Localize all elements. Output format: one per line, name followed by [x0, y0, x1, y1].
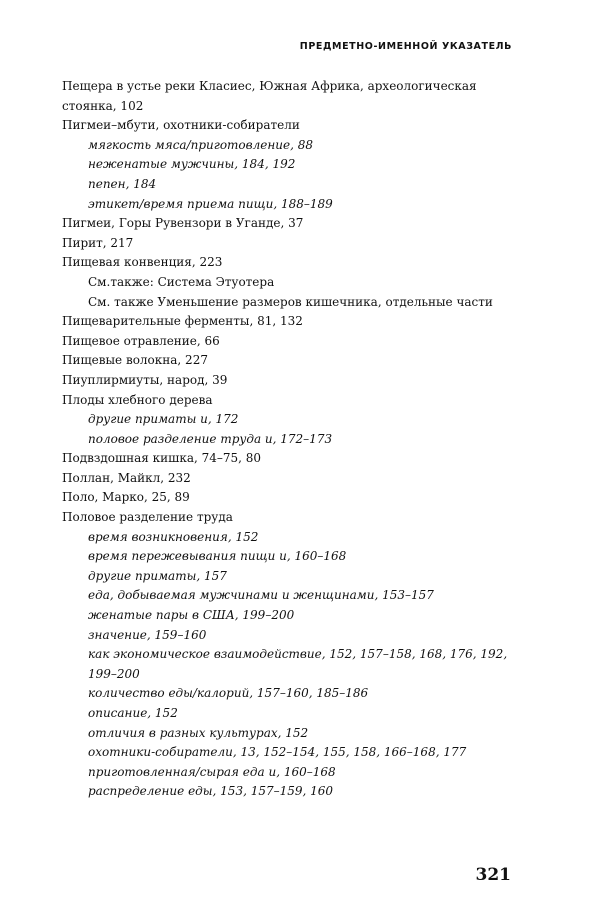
index-subentry: время возникновения, 152 — [88, 529, 259, 544]
index-see-also: См. также Уменьшение размеров кишечника, отдельные части — [88, 294, 493, 309]
index-entry: Пищевое отравление, 66 — [62, 333, 220, 348]
index-subentry: значение, 159–160 — [88, 627, 207, 642]
index-subentry: этикет/время приема пищи, 188–189 — [88, 196, 333, 211]
index-subentry: отличия в разных культурах, 152 — [88, 725, 309, 740]
index-entry: Плоды хлебного дерева — [62, 392, 213, 407]
index-subentry: пепен, 184 — [88, 176, 157, 191]
index-subentry: половое разделение труда и, 172–173 — [88, 431, 333, 446]
index-entry: Пирит, 217 — [62, 235, 134, 250]
index-subentry: другие приматы и, 172 — [88, 412, 239, 427]
index-subentry: приготовленная/сырая еда и, 160–168 — [88, 764, 336, 779]
index-subentry: распределение еды, 153, 157–159, 160 — [88, 784, 334, 799]
index-entry: Подвздошная кишка, 74–75, 80 — [62, 451, 262, 466]
index-subentry: еда, добываемая мужчинами и женщинами, 153–157 — [88, 588, 434, 603]
index-subentry: мягкость мяса/приготовление, 88 — [88, 137, 313, 152]
index-entry: Пигмеи, Горы Рувензори в Уганде, 37 — [62, 216, 304, 231]
index-entry: Пищевые волокна, 227 — [62, 353, 208, 368]
index-subentry: время пережевывания пищи и, 160–168 — [88, 549, 347, 564]
index-entry: Пигмеи–мбути, охотники-собиратели — [62, 118, 300, 133]
index-list — [62, 77, 522, 802]
index-subentry: другие приматы, 157 — [88, 568, 227, 583]
index-subentry: неженатые мужчины, 184, 192 — [88, 157, 296, 172]
index-subentry: женатые пары в США, 199–200 — [88, 608, 295, 623]
page-number: 321 — [475, 865, 511, 885]
index-subentry: описание, 152 — [88, 706, 178, 720]
index-entry: Пещера в устье реки Класиес, Южная Африка, археологическая стоянка, 102 — [62, 79, 477, 113]
index-entry: Пиуплирмиуты, народ, 39 — [62, 372, 228, 387]
running-head: ПРЕДМЕТНО-ИМЕННОЙ УКАЗАТЕЛЬ — [299, 41, 512, 52]
index-see-also: См.также: Система Этуотера — [88, 274, 275, 289]
index-subentry: как экономическое взаимодействие, 152, 157–158, 168, 176, 192, — [88, 647, 508, 662]
index-entry: Половое разделение труда — [62, 510, 233, 525]
index-entry: Пищевая конвенция, 223 — [62, 255, 223, 270]
index-subentry: 199–200 — [88, 666, 140, 681]
index-entry: Поллан, Майкл, 232 — [62, 470, 191, 485]
index-entry: Поло, Марко, 25, 89 — [62, 490, 190, 505]
index-entry: Пищеварительные ферменты, 81, 132 — [62, 314, 303, 329]
index-subentry: количество еды/калорий, 157–160, 185–186 — [88, 686, 369, 701]
index-subentry: охотники-собиратели, 13, 152–154, 155, 158, 166–168, 177 — [88, 745, 467, 760]
